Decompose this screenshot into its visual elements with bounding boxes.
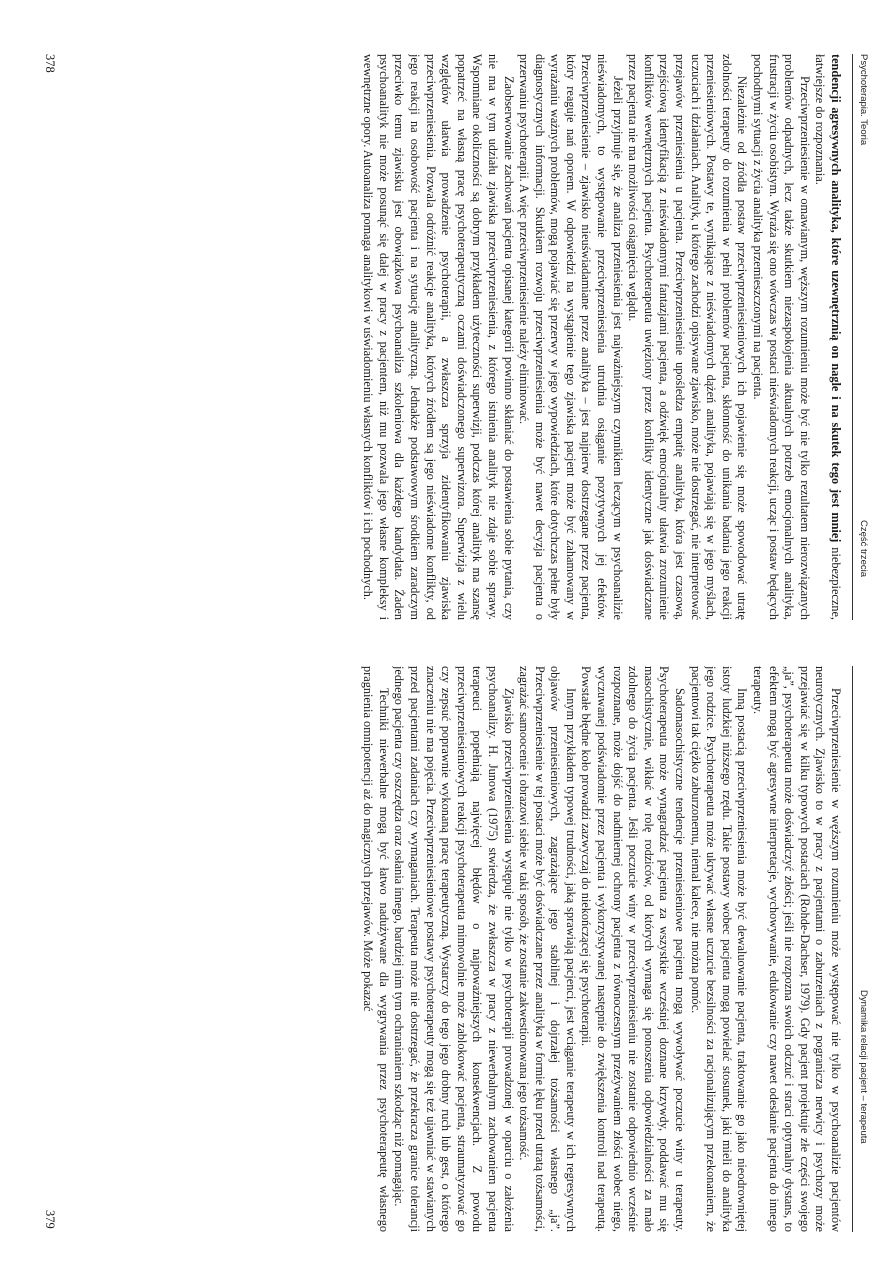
paragraph-text: Zaobserwowanie zachowań pacjenta opisanej kategorii powinno skłaniać do postawienia sobie pytania, czy nie ma w tym udziału zjawiska przeciwprzeniesienia, z którego istnienia analityk nie zdaje sobie sprawy. Wspomniane okoliczności są dobrym przykładem użyteczności superwizji, podczas której analityk ma szansę popatrzeć na własną pracę psychoterapeutyczną oczami doświadczonego superwizora. Superwizja z wielu względów ułatwia prowadzenie psychoterapii, a zwłaszcza sprzyja zidentyfikowaniu zjawiska przeciwprzeniesienia. Pozwala odróżnić reakcje analityka, których źródłem są jego nieświadome konflikty, od jego reakcji na osobowość pacjenta i na sytuację analityczną. Jednakże podstawowym środkiem zaradczym przeciwko temu zjawisku jest obowiązkowa psychoanaliza szkoleniowa dla każdego kandydata. Żaden psychoanalityk nie może posunąć się dalej w pracy z pacjentem, niż mu pozwala jego własne kompleksy i wewnętrzne opory. Autoanaliza pomaga analitykowi w uświadomieniu własnych konfliktów i ich pochodnych.: [361, 54, 516, 620]
paragraph-text: Inną postacią przeciwprzeniesienia może być dewaluowanie pacjenta, traktowanie go jako nieodrowniętej istoty ludzkiej niższego rzędu. Takie postawy wobec pacjenta mogą powielać stosunek, jaki mieli do analityka jego rodzice. Psychoterapeuta może ukrywać własne uczucie bezsilności za racjonalizującym przekonaniem, że pacjentowi tak ciężko zaburzonemu, niemal kalece, nie można pomóc.: [688, 666, 750, 1232]
left-part-label: Część trzecia: [858, 520, 869, 578]
paragraph: [391, 666, 516, 1232]
paragraph: [516, 54, 625, 620]
paragraph-text: Zjawisko przeciwprzeniesienia występuje nie tylko w psychoterapii prowadzonej w oparciu o założenia psychoanalizy. H. Junowa (1975) stwierdza, że zwłaszcza w pracy z niewerbalnym zachowaniem pacjenta terapeuci popełniają najwięcej błędów o najpoważniejszych konsekwencjach. Z powodu przeciwprzeniesieniowych reakcji psychoterapeuta mimowolnie może zablokować pacjenta, straumatyzować go czy zepsuć poprawnie wykonaną pracę terapeutyczną. Wystarczy do tego jego drobny ruch lub gest, o którego znaczeniu nie ma pojęcia. Przeciwprzeniesieniowe postawy psychoterapeuty mogą się też ujawniać w stawianych przed pacjentami zadaniach czy wymaganiach. Terapeuta może nie dostrzegać, że przekracza granice tolerancji jednego pacjenta czy oszczędza oraz osłania innego, bardziej nim tym ochranianiem szkodząc niż pomagając.: [392, 666, 516, 1232]
right-running-head: Dynamika relacji pacjent – terapeuta: [858, 990, 869, 1144]
paragraph: [516, 666, 578, 1232]
paragraph: [749, 54, 811, 620]
paragraph: [625, 54, 750, 620]
left-header-rule: [852, 54, 853, 620]
paragraph: [687, 666, 749, 1232]
paragraph: [749, 666, 843, 1232]
paragraph-text: Techniki niewerbalne mogą być łatwo nadużywane dla wygrywania przez psychoterapeutę własnego pragnienia omnipotencji aż do magicznych przejawów. Może pokazać: [361, 666, 391, 1232]
paragraph-text: Innym przykładem typowej trudności, jaką sprawiają pacjenci, jest wciąganie terapeuty w ich regresywnych objawów przeniesieniowych, zagrażające jego stabilnej i dojrzałej tożsamości własnego „ja”. Przeciwprzeniesienie w tej postaci może być doświadczane przez analityka w formie lęku przed utratą tożsamości, zagrażać samoocenie i obrazowi siebie w taki sposób, że zostanie zakwestionowana jego tożsamość.: [517, 666, 578, 1232]
book-gutter: [28, 622, 866, 656]
bold-lead-text: tendencji agresywnych analityka, które uzewnętrznią on nagle i na skutek tego jest mniej: [829, 54, 843, 543]
paragraph-text: Niezależnie od źródła postaw przeciwprzeniesieniowych ich pojawienie się może spowodować utratę zdolności terapeuty do rozumienia w pełni problemów pacjenta, skłonność do unikania badania jego reakcji przeniesieniowych. Postawy te, wynikające z nieświadomych dążeń analityka, pojawiają się w jego myślach, uczuciach i działaniach. Analityk, u którego zachodzi opisywane zjawisko, może nie dostrzegać, nie interpretować przejawów przeniesienia u pacjenta. Przeciwprzeniesienie upośledza empatię analityka, która jest czasową, przejściową identyfikacją z nieświadomymi fantazjami pacjenta, a odźwięk emocjonalny ułatwia zrozumienie konfliktów wewnętrznych pacjenta. Psychoterapeuta uwięziony przez konflikty identyczne jak doświadczane przez pacjenta nie ma możliwości osiągnięcia wglądu.: [626, 54, 750, 620]
paragraph: [578, 666, 687, 1232]
right-page-body: [83, 666, 843, 1232]
left-page-body: [83, 54, 843, 620]
left-running-head: Psychoterapia. Teoria: [858, 54, 869, 146]
paragraph: [360, 54, 516, 620]
left-page-number: 378: [43, 54, 57, 73]
right-header-rule: [852, 666, 853, 1232]
paragraph: [812, 54, 843, 620]
right-page-number: 379: [43, 1210, 57, 1229]
paragraph-text: Sadomasochistyczne tendencje przeniesieniowe pacjenta mogą wywoływać poczucie winy u terapeuty. Psychoterapeuta może wynagradzać pacjenta za wszystkie wcześniej doznane krzywdy, poddawać mu się masochistycznie, wikłać w rolę rodziców, od których wymaga się ponoszenia odpowiedzialności za mało zdolnego do życia pacjenta. Jeśli poczucie winy w przeciwprzeniesieniu nie zostanie odpowiednio wcześnie rozpoznane, może dojść do nadmiernej ochrony pacjenta z równoczesnym przeżywaniem złości wobec niego, wyczuwanej podświadomie przez pacjenta i wykorzystywanej następnie do zwiększenia kontroli nad terapeutą. Powstałe błędne koło prowadzi zazwyczaj do niekończącej się psychoterapii.: [579, 666, 688, 1232]
paragraph-text: niebezpieczne, łatwiejsze do rozpoznania.: [813, 54, 843, 620]
paragraph-text: Przeciwprzeniesienie w węższym rozumieniu może występować nie tylko w psychoanalizie pacjentów neurotycznych. Zjawisko to w pracy z pacjentami o zaburzeniach z pogranicza nerwicy i psychozy może przejawiać się w kilku typowych postaciach (Rohde-Dachser, 1979). Gdy pacjent projektuje złe części swojego „ja”, psychoterapeuta może doświadczyć złości; jeśli nie rozpozna swoich odczuć i straci optymalny dystans, to efektem mogą być agresywne interpretacje, wychowywanie, edukowanie czy nawet odesłanie pacjenta do innego terapeuty.: [751, 666, 843, 1232]
paragraph-text: Przeciwprzeniesienie w omawianym, węższym rozumieniu może być nie tylko rezultatem nierozwiązanych problemów odpadnych, lecz także skutkiem niezaspokojenia aktualnych potrzeb emocjonalnych analityka, frustracji w życiu osobistym. Wyraża się ono wówczas w postaci nieświadomych reakcji, ucząc i postaw będących pochodnymi sytuacji z życia analityka przemieszczonymi na pacjenta.: [751, 54, 812, 620]
paragraph-text: Jeżeli przyjmuje się, że analiza przeniesienia jest najważniejszym czynnikiem leczącym w psychoanalizie nieświadomych, to występowanie przeciwprzeniesienia utrudnia osiąganie pozytywnych jej efektów. Przeciwprzeniesienie – zjawisko nieuświadamiane przez analityka – jest najpierw dostrzegane przez pacjenta, który reaguje nań oporem. W odpowiedzi na wystąpienie tego zjawiska pacjent może być zahamowany w wyrażaniu ważnych problemów, mogą pojawiać się przerwy w jego wypowiedziach, które dotychczas pełne były diagnostycznych informacji. Skutkiem rozwoju przeciwprzeniesienia może być nawet decyzja pacjenta o przerwaniu psychoterapii. A więc przeciwprzeniesienie należy eliminować.: [517, 54, 625, 620]
paragraph: [360, 666, 391, 1232]
